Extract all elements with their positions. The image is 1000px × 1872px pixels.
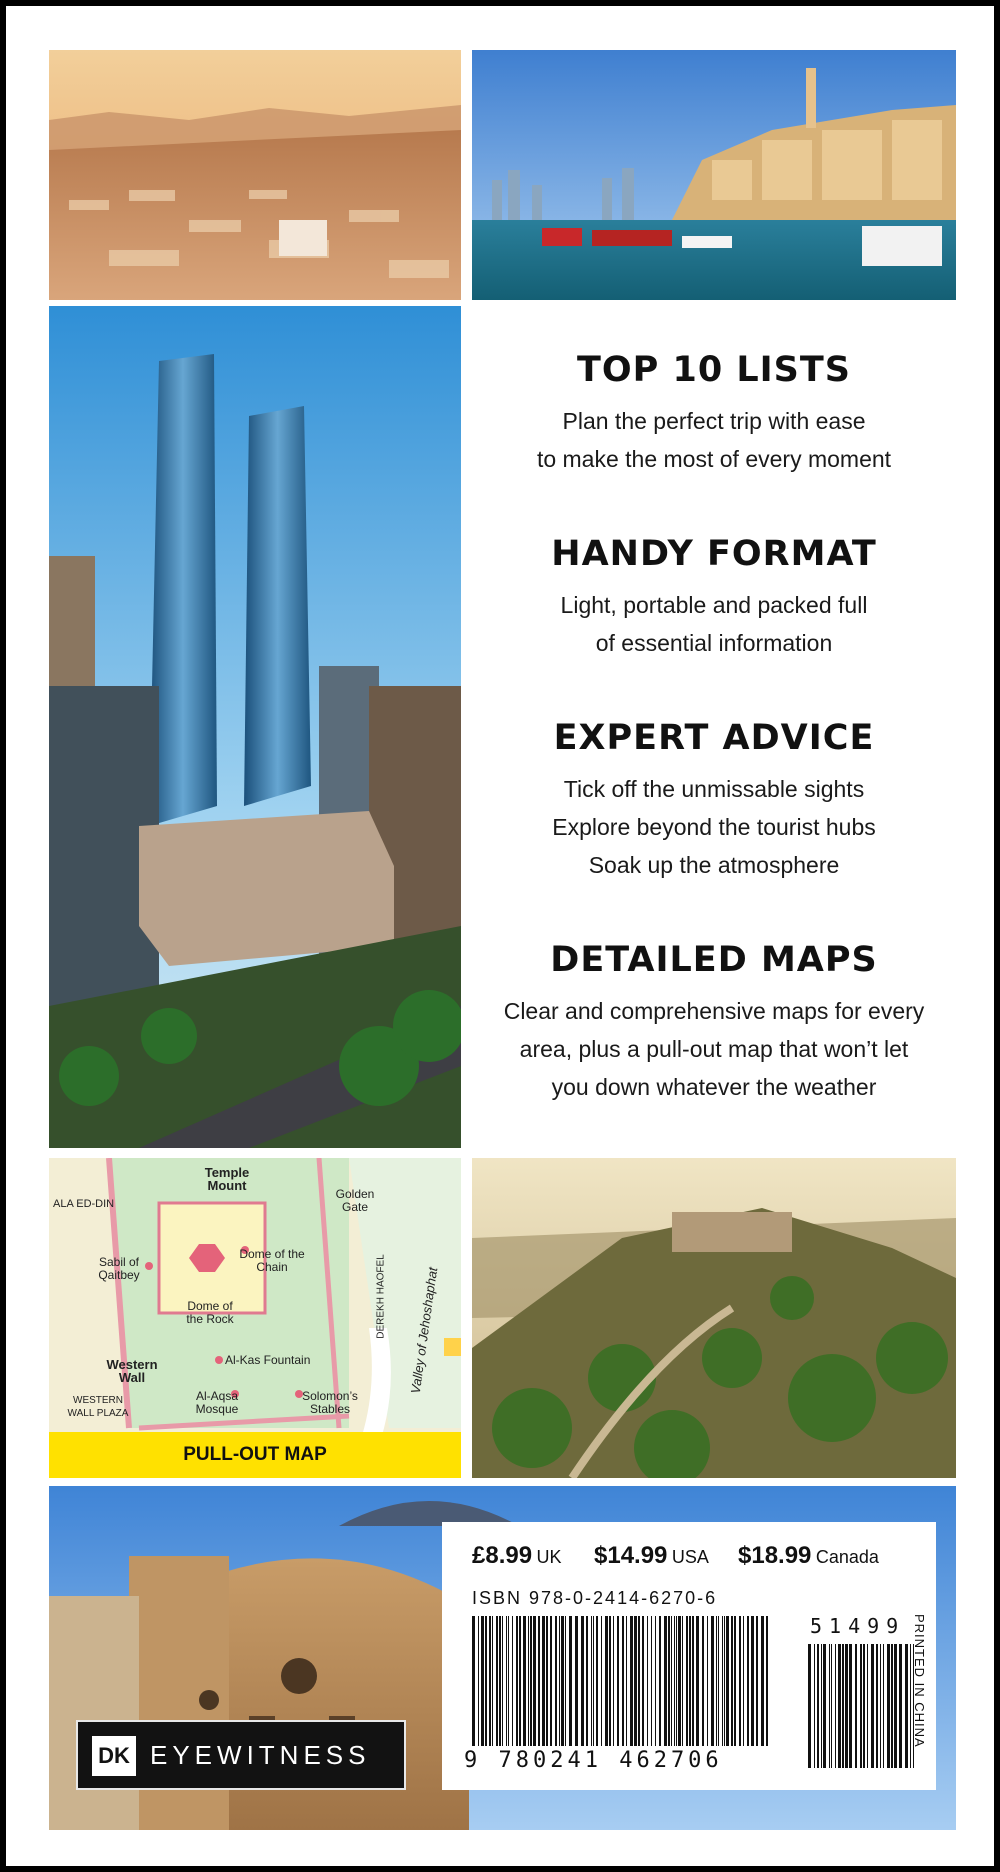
map-label-golden-gate: Golden Gate bbox=[335, 1187, 375, 1214]
pull-out-map-banner: PULL-OUT MAP bbox=[49, 1432, 461, 1478]
barcode-bar bbox=[634, 1616, 637, 1746]
price-canada-region: Canada bbox=[815, 1547, 879, 1567]
barcode-bar bbox=[761, 1616, 764, 1746]
barcode-bar bbox=[492, 1616, 493, 1746]
barcode-bar bbox=[605, 1616, 608, 1746]
map-label-western-wall-plaza: WESTERN WALL PLAZA bbox=[67, 1395, 129, 1419]
barcode-bar bbox=[626, 1616, 627, 1746]
barcode-bar bbox=[516, 1616, 518, 1746]
map-label-derekh-haofel: DEREKH HAOFEL bbox=[375, 1254, 387, 1339]
addon-barcode bbox=[808, 1644, 918, 1768]
barcode-bar bbox=[496, 1616, 498, 1746]
isbn-number: ISBN 978-0-2414-6270-6 bbox=[472, 1588, 718, 1608]
barcode-bar bbox=[842, 1644, 844, 1768]
ean-digits: 9 780241 462706 bbox=[464, 1748, 723, 1773]
photo-hilltop-fortress bbox=[472, 1158, 956, 1478]
feature-line: to make the most of every moment bbox=[536, 446, 892, 472]
feature-detailed-maps bbox=[472, 936, 956, 1106]
barcode-bar bbox=[472, 1616, 475, 1746]
feature-line: area, plus a pull-out map that won’t let bbox=[519, 1036, 909, 1062]
barcode-bar bbox=[559, 1616, 560, 1746]
barcode-bar bbox=[506, 1616, 507, 1746]
photo-jaffa-port bbox=[472, 50, 956, 300]
feature-heading: TOP 10 LISTS bbox=[577, 350, 851, 390]
price-uk-region: UK bbox=[536, 1547, 562, 1567]
barcode-bar bbox=[751, 1616, 754, 1746]
barcode-bar bbox=[887, 1644, 890, 1768]
features-panel bbox=[472, 306, 956, 1148]
barcode-bar bbox=[508, 1616, 509, 1746]
feature-line: Tick off the unmissable sights bbox=[563, 776, 865, 802]
barcode-bar bbox=[880, 1644, 881, 1768]
barcode-bar bbox=[814, 1644, 815, 1768]
barcode-bar bbox=[575, 1616, 578, 1746]
barcode-bar bbox=[668, 1616, 670, 1746]
price-usa bbox=[594, 1542, 709, 1570]
barcode-bar bbox=[766, 1616, 768, 1746]
map-label-dome-of-the-chain: Dome of the Chain bbox=[239, 1247, 305, 1274]
map-label-temple-mount: Temple Mount bbox=[204, 1165, 250, 1193]
barcode-bar bbox=[642, 1616, 644, 1746]
feature-heading: HANDY FORMAT bbox=[551, 534, 877, 574]
barcode-bar bbox=[756, 1616, 758, 1746]
feature-line: of essential information bbox=[595, 630, 833, 656]
barcode-bar bbox=[702, 1616, 704, 1746]
barcode-bar bbox=[581, 1616, 584, 1746]
barcode-bar bbox=[739, 1616, 741, 1746]
barcode-bar bbox=[499, 1616, 501, 1746]
barcode-bar bbox=[530, 1616, 532, 1746]
barcode-bar bbox=[593, 1616, 594, 1746]
barcode-bar bbox=[845, 1644, 848, 1768]
barcode-bar bbox=[622, 1616, 624, 1746]
barcode-bar bbox=[519, 1616, 521, 1746]
barcode-bar bbox=[489, 1616, 491, 1746]
barcode-bar bbox=[849, 1644, 852, 1768]
barcode-panel bbox=[442, 1522, 936, 1790]
map-label-ala-ed-din: ALA ED-DIN bbox=[53, 1198, 115, 1210]
barcode-bar bbox=[555, 1616, 557, 1746]
barcode-bar bbox=[823, 1644, 826, 1768]
map-label-valley-of-jehoshaphat: Valley of Jehoshaphat bbox=[407, 1266, 441, 1395]
map-label-dome-of-the-rock: Dome of the Rock bbox=[186, 1299, 234, 1326]
barcode-bar bbox=[638, 1616, 640, 1746]
price-usa-region: USA bbox=[671, 1547, 709, 1567]
barcode-bar bbox=[664, 1616, 667, 1746]
barcode-bar bbox=[711, 1616, 714, 1746]
barcode-bar bbox=[659, 1616, 661, 1746]
feature-handy-format bbox=[472, 530, 956, 662]
map-label-sabil-of-qaitbey: Sabil of Qaitbey bbox=[98, 1255, 140, 1282]
barcode-bar bbox=[686, 1616, 688, 1746]
barcode-bar bbox=[528, 1616, 529, 1746]
barcode-bar bbox=[838, 1644, 841, 1768]
feature-heading: EXPERT ADVICE bbox=[553, 718, 875, 758]
feature-line: Plan the perfect trip with ease bbox=[562, 408, 866, 434]
barcode-bar bbox=[533, 1616, 536, 1746]
barcode-bar bbox=[724, 1616, 725, 1746]
map-label-al-kas-fountain: Al-Kas Fountain bbox=[225, 1353, 311, 1367]
barcode-bar bbox=[863, 1644, 865, 1768]
barcode-bar bbox=[835, 1644, 836, 1768]
price-canada-amount: $18.99 bbox=[738, 1542, 812, 1569]
barcode-bar bbox=[692, 1616, 694, 1746]
barcode-bar bbox=[478, 1616, 479, 1746]
barcode-bar bbox=[546, 1616, 548, 1746]
barcode-bar bbox=[601, 1616, 602, 1746]
barcode-bar bbox=[682, 1616, 683, 1746]
barcode-bar bbox=[676, 1616, 677, 1746]
barcode-bar bbox=[569, 1616, 572, 1746]
barcode-bar bbox=[726, 1616, 729, 1746]
barcode-bar bbox=[561, 1616, 564, 1746]
barcode-bar bbox=[722, 1616, 723, 1746]
map-label-solomons-stables: Solomon’s Stables bbox=[302, 1389, 358, 1416]
barcode-bar bbox=[707, 1616, 708, 1746]
barcode-bar bbox=[523, 1616, 526, 1746]
price-canada bbox=[738, 1542, 879, 1570]
barcode-bar bbox=[716, 1616, 717, 1746]
feature-line: Clear and comprehensive maps for every bbox=[503, 998, 925, 1024]
feature-line: you down whatever the weather bbox=[551, 1074, 877, 1100]
barcode-bar bbox=[817, 1644, 819, 1768]
barcode-bar bbox=[613, 1616, 614, 1746]
barcode-bar bbox=[678, 1616, 681, 1746]
barcode-bar bbox=[550, 1616, 552, 1746]
map-label-western-wall: Western Wall bbox=[106, 1357, 158, 1385]
price-uk-amount: £8.99 bbox=[472, 1542, 533, 1569]
barcode-bar bbox=[502, 1616, 503, 1746]
barcode-bar bbox=[542, 1616, 545, 1746]
barcode-bar bbox=[591, 1616, 592, 1746]
addon-digits: 51499 bbox=[810, 1614, 906, 1638]
barcode-bar bbox=[609, 1616, 611, 1746]
barcode-bar bbox=[831, 1644, 832, 1768]
barcode-bar bbox=[821, 1644, 822, 1768]
map-excerpt bbox=[49, 1158, 461, 1478]
barcode-bar bbox=[894, 1644, 897, 1768]
barcode-bar bbox=[718, 1616, 719, 1746]
barcode-bar bbox=[696, 1616, 699, 1746]
barcode-bar bbox=[565, 1616, 566, 1746]
feature-heading: DETAILED MAPS bbox=[550, 940, 878, 980]
barcode-bar bbox=[829, 1644, 830, 1768]
barcode-bar bbox=[630, 1616, 633, 1746]
barcode-bar bbox=[883, 1644, 884, 1768]
feature-top10 bbox=[472, 346, 956, 478]
barcode-bar bbox=[905, 1644, 908, 1768]
photo-mount-of-olives bbox=[49, 50, 461, 300]
feature-expert-advice bbox=[472, 714, 956, 884]
barcode-bar bbox=[596, 1616, 598, 1746]
barcode-bar bbox=[586, 1616, 588, 1746]
barcode-bar bbox=[876, 1644, 878, 1768]
barcode-bar bbox=[734, 1616, 736, 1746]
dk-mark: DK bbox=[92, 1736, 136, 1776]
barcode-bar bbox=[651, 1616, 652, 1746]
feature-line: Light, portable and packed full bbox=[560, 592, 868, 618]
barcode-bar bbox=[808, 1644, 811, 1768]
printed-in-label: PRINTED IN CHINA bbox=[912, 1614, 927, 1748]
barcode-bar bbox=[617, 1616, 619, 1746]
price-uk bbox=[472, 1542, 562, 1570]
barcode-bar bbox=[891, 1644, 893, 1768]
barcode-bar bbox=[731, 1616, 733, 1746]
barcode-bar bbox=[860, 1644, 862, 1768]
barcode-bar bbox=[647, 1616, 648, 1746]
barcode-bar bbox=[855, 1644, 857, 1768]
price-usa-amount: $14.99 bbox=[594, 1542, 668, 1569]
barcode-bar bbox=[671, 1616, 672, 1746]
back-cover bbox=[6, 6, 994, 1866]
ean-barcode bbox=[472, 1616, 772, 1746]
barcode-bar bbox=[655, 1616, 656, 1746]
barcode-bar bbox=[689, 1616, 691, 1746]
barcode-bar bbox=[512, 1616, 513, 1746]
barcode-bar bbox=[910, 1644, 911, 1768]
feature-line: Soak up the atmosphere bbox=[588, 852, 840, 878]
feature-line: Explore beyond the tourist hubs bbox=[552, 814, 876, 840]
barcode-bar bbox=[871, 1644, 874, 1768]
barcode-bar bbox=[747, 1616, 749, 1746]
barcode-bar bbox=[899, 1644, 902, 1768]
dk-eyewitness-logo bbox=[76, 1720, 406, 1790]
map-label-al-aqsa-mosque: Al-Aqsa Mosque bbox=[195, 1389, 239, 1416]
barcode-bar bbox=[538, 1616, 540, 1746]
photo-skyscrapers bbox=[49, 306, 461, 1148]
barcode-bar bbox=[674, 1616, 675, 1746]
eyewitness-wordmark: EYEWITNESS bbox=[150, 1740, 371, 1770]
barcode-bar bbox=[867, 1644, 868, 1768]
barcode-bar bbox=[481, 1616, 484, 1746]
barcode-bar bbox=[743, 1616, 744, 1746]
barcode-bar bbox=[485, 1616, 487, 1746]
